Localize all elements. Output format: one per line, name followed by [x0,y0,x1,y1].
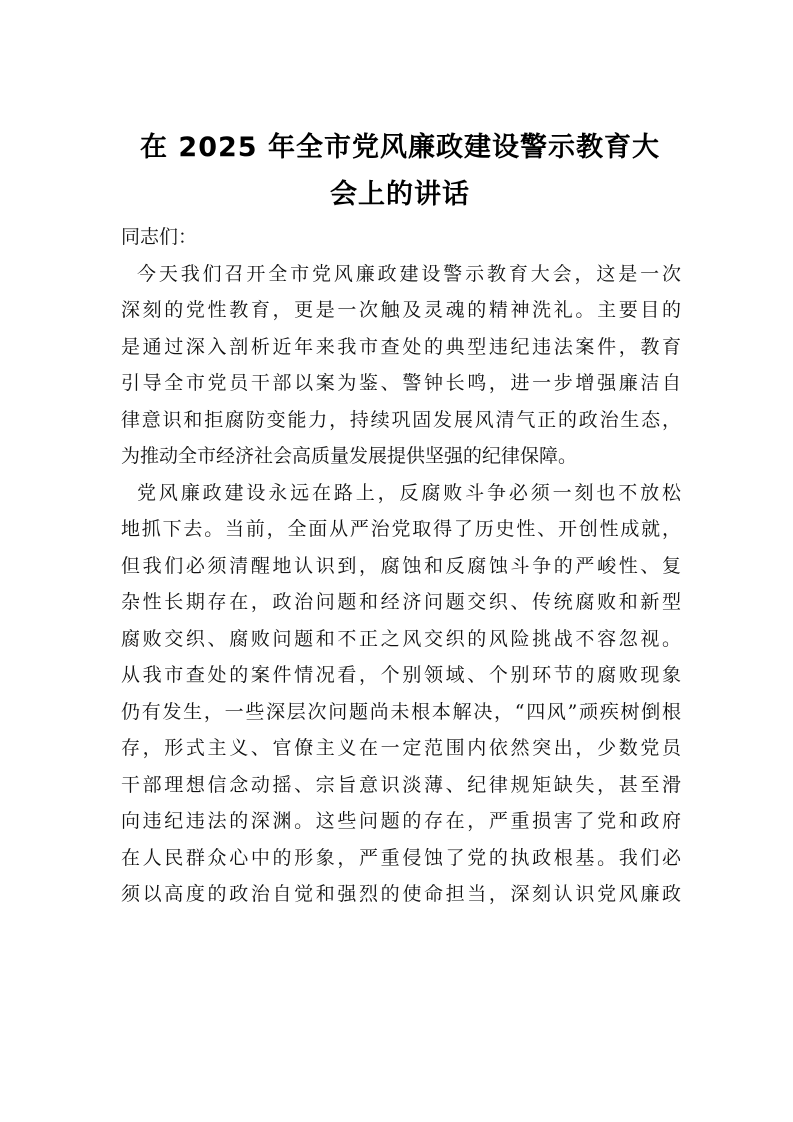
paragraph-line: 从我市查处的案件情况看，个别领域、个别环节的腐败现象 [121,664,681,686]
document-body [121,219,681,913]
paragraph-line: 今天我们召开全市党风廉政建设警示教育大会，这是一次 [137,262,681,285]
paragraph-line: 仍有发生，一些深层次问题尚未根本解决，“四风”顽疾树倒根 [121,700,681,723]
paragraph-line: 须以高度的政治自觉和强烈的使命担当，深刻认识党风廉政 [121,883,681,905]
paragraph-line: 深刻的党性教育，更是一次触及灵魂的精神洗礼。主要目的 [121,299,681,321]
paragraph-line: 在人民群众心中的形象，严重侵蚀了党的执政根基。我们必 [121,846,681,869]
paragraph-line: 但我们必须清醒地认识到，腐蚀和反腐蚀斗争的严峻性、复 [121,554,681,577]
paragraph-line: 是通过深入剖析近年来我市查处的典型违纪违法案件，教育 [121,335,681,358]
title-line-1: 在 2025 年全市党风廉政建设警示教育大 [140,132,660,163]
paragraph-line: 干部理想信念动摇、宗旨意识淡薄、纪律规矩缺失，甚至滑 [121,773,681,796]
paragraph-line: 党风廉政建设永远在路上，反腐败斗争必须一刻也不放松 [137,481,681,504]
paragraph-2 [121,475,681,913]
paragraph-line: 为推动全市经济社会高质量发展提供坚强的纪律保障。 [121,445,578,467]
title-line-2: 会上的讲话 [330,179,470,210]
paragraph-1 [121,256,681,475]
paragraph-line: 杂性长期存在，政治问题和经济问题交织、传统腐败和新型 [121,591,681,613]
salutation: 同志们： [121,226,198,248]
paragraph-line: 存，形式主义、官僚主义在一定范围内依然突出，少数党员 [121,737,681,759]
paragraph-line: 地抓下去。当前，全面从严治党取得了历史性、开创性成就， [121,518,681,540]
paragraph-line: 腐败交织、腐败问题和不正之风交织的风险挑战不容忽视。 [121,627,681,650]
paragraph-line: 向违纪违法的深渊。这些问题的存在，严重损害了党和政府 [121,810,681,832]
paragraph-line: 引导全市党员干部以案为鉴、警钟长鸣，进一步增强廉洁自 [121,372,681,394]
paragraph-line: 律意识和拒腐防变能力，持续巩固发展风清气正的政治生态， [121,408,681,431]
document-title [100,124,700,218]
